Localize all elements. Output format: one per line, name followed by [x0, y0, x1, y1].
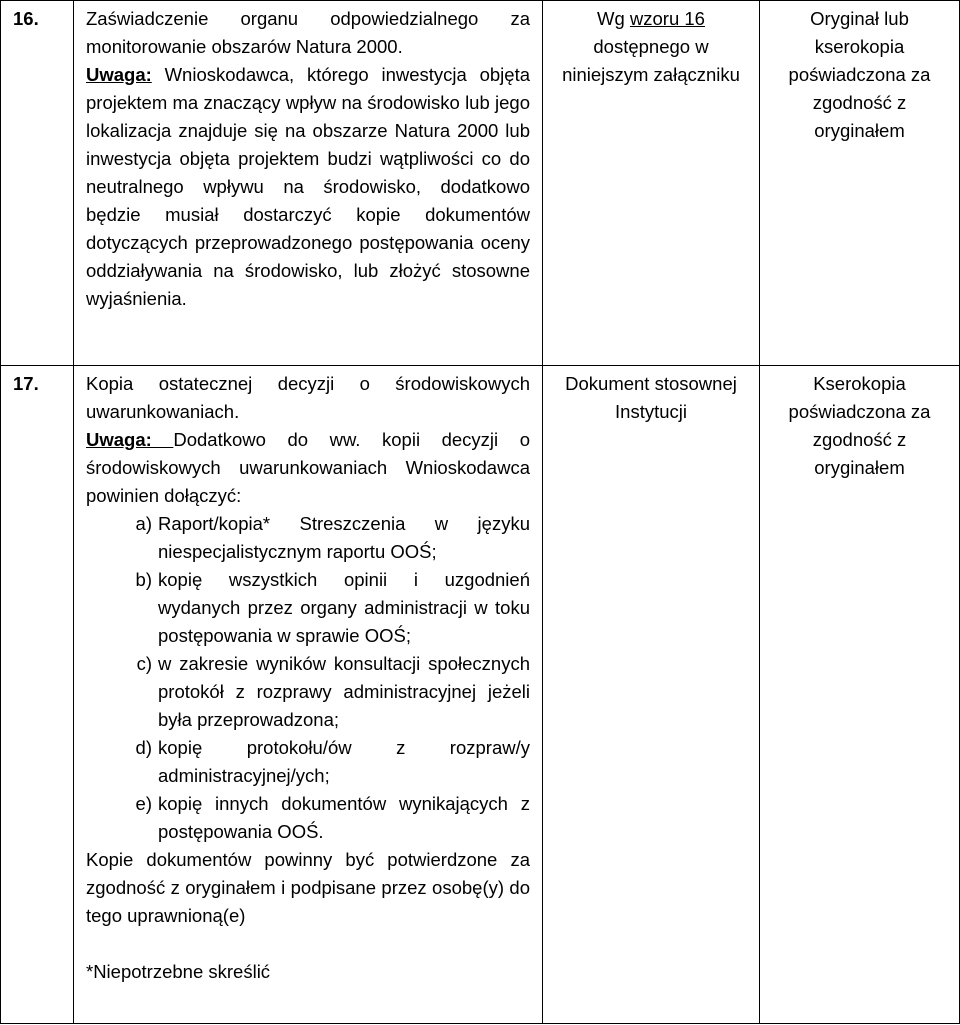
footnote: *Niepotrzebne skreślić — [86, 961, 271, 982]
note-label: Uwaga: — [86, 64, 152, 85]
list-item-text: kopię innych dokumentów wynikających z postępowania OOŚ. — [158, 793, 530, 842]
description-main: Zaświadczenie organu odpowiedzialnego za monitorowanie obszarów Natura 2000. — [86, 8, 530, 57]
description-main: Kopia ostatecznej decyzji o środowiskowych uwarunkowaniach. — [86, 373, 530, 422]
row-number: 17. — [1, 366, 74, 1024]
form-prefix: Wg — [597, 8, 630, 29]
list-item — [86, 790, 530, 846]
list-item — [86, 510, 530, 566]
list-item-text: kopię protokołu/ów z rozpraw/y administracyjnej/ych; — [158, 737, 530, 786]
note — [86, 426, 530, 510]
list-item — [86, 566, 530, 650]
list-item-label: c) — [136, 653, 152, 674]
doc-type-cell: Kserokopia poświadczona za zgodność z oryginałem — [760, 366, 960, 1024]
row-number: 16. — [1, 1, 74, 366]
attachments-list — [86, 510, 530, 846]
list-item-text: w zakresie wyników konsultacji społecznych protokół z rozprawy administracyjnej jeżeli była przeprowadzona; — [158, 653, 530, 730]
list-item-text: kopię wszystkich opinii i uzgodnień wydanych przez organy administracji w toku postępowania w sprawie OOŚ; — [158, 569, 530, 646]
row-description — [74, 366, 543, 1024]
list-item — [86, 734, 530, 790]
list-item-label: e) — [135, 793, 152, 814]
row-description — [74, 1, 543, 366]
form-suffix: dostępnego w niniejszym załączniku — [562, 36, 740, 85]
list-item-label: b) — [135, 569, 152, 590]
note-label: Uwaga: — [86, 429, 174, 450]
doc-type-cell: Oryginał lub kserokopia poświadczona za zgodność z oryginałem — [760, 1, 960, 366]
table-row — [1, 366, 960, 1024]
form-cell — [543, 1, 760, 366]
form-cell: Dokument stosownej Instytucji — [543, 366, 760, 1024]
list-item-label: d) — [135, 737, 152, 758]
form-link[interactable]: wzoru 16 — [629, 8, 705, 29]
list-item-label: a) — [135, 513, 152, 534]
closing-text: Kopie dokumentów powinny być potwierdzone za zgodność z oryginałem i podpisane przez osobę(y) do tego uprawnioną(e) — [86, 849, 530, 926]
note-text: Wnioskodawca, którego inwestycja objęta projektem ma znaczący wpływ na środowisko lub jego lokalizacja znajduje się na obszarze Natura 2000 lub inwestycja objęta projektem budzi wątpliwości co do neutralnego wpływu na środowisko, dodatkowo będzie musiał dostarczyć kopie dokumentów dotyczących przeprowadzonego postępowania oceny oddziaływania na środowisko, lub złożyć stosowne wyjaśnienia. — [86, 64, 530, 309]
list-item — [86, 650, 530, 734]
note-text: Dodatkowo do ww. kopii decyzji o środowiskowych uwarunkowaniach Wnioskodawca powinien dołączyć: — [86, 429, 530, 506]
list-item-text: Raport/kopia* Streszczenia w języku niespecjalistycznym raportu OOŚ; — [158, 513, 530, 562]
table-row — [1, 1, 960, 366]
